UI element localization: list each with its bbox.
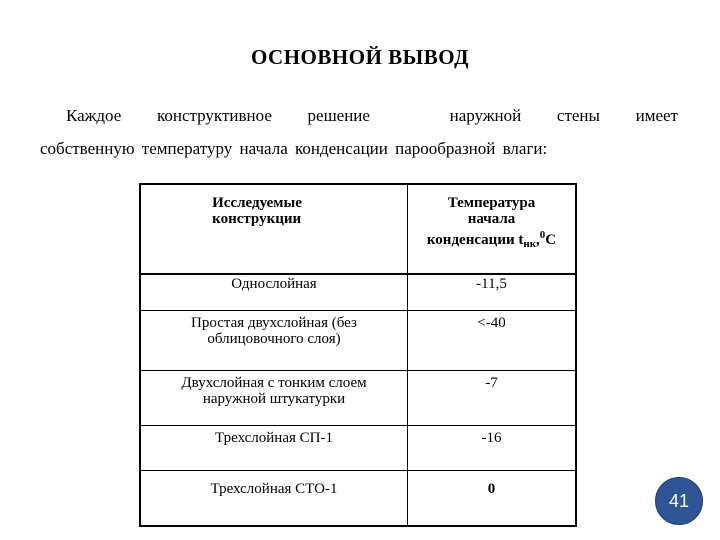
table-row <box>140 311 576 371</box>
header-text: С <box>545 232 557 248</box>
header-text: конденсации t <box>426 232 524 248</box>
header-text: Температура <box>447 195 536 211</box>
condensation-table <box>139 183 577 527</box>
intro-word: Каждое <box>66 106 122 125</box>
table-header-row <box>140 184 576 274</box>
intro-word: наружной <box>449 106 522 125</box>
construction-cell <box>140 426 408 471</box>
temperature-cell: -11,5 <box>408 274 577 311</box>
intro-word: имеет <box>635 106 678 125</box>
construction-cell <box>140 471 408 527</box>
construction-cell <box>140 371 408 426</box>
page-number-badge: 41 <box>655 477 703 525</box>
intro-word: решение <box>307 106 370 125</box>
construction-cell <box>140 274 408 311</box>
temperature-cell: -7 <box>408 371 577 426</box>
header-text: конструкции <box>212 211 302 227</box>
slide-title: ОСНОВНОЙ ВЫВОД <box>250 45 470 69</box>
temperature-cell: 0 <box>408 471 577 527</box>
table-row <box>140 471 576 527</box>
construction-text: Однослойная <box>231 276 317 292</box>
construction-text: наружной штукатурки <box>202 391 346 407</box>
header-text: Исследуемые <box>212 195 302 211</box>
header-text: , <box>536 232 540 248</box>
construction-cell <box>140 311 408 371</box>
construction-text: облицовочного слоя) <box>207 331 341 347</box>
table-row <box>140 426 576 471</box>
table-row <box>140 371 576 426</box>
temperature-cell: <-40 <box>408 311 577 371</box>
intro-word: конструктивное <box>156 106 272 125</box>
construction-text: Трехслойная СП-1 <box>215 430 333 446</box>
construction-text: Простая двухслойная (без <box>191 315 357 331</box>
construction-text: Двухслойная с тонким слоем <box>181 375 367 391</box>
header-subscript: нк <box>523 238 537 250</box>
header-constructions <box>140 184 408 274</box>
intro-line-2: собственную температуру начала конденсации парообразной влаги: <box>40 139 548 158</box>
header-superscript: 0 <box>539 229 546 241</box>
construction-text: Трехслойная СТО-1 <box>210 481 338 497</box>
header-text: начала <box>467 211 516 227</box>
intro-line-1 <box>66 106 678 126</box>
intro-word: стены <box>556 106 600 125</box>
header-temperature <box>408 184 577 274</box>
temperature-cell: -16 <box>408 426 577 471</box>
table-row <box>140 274 576 311</box>
